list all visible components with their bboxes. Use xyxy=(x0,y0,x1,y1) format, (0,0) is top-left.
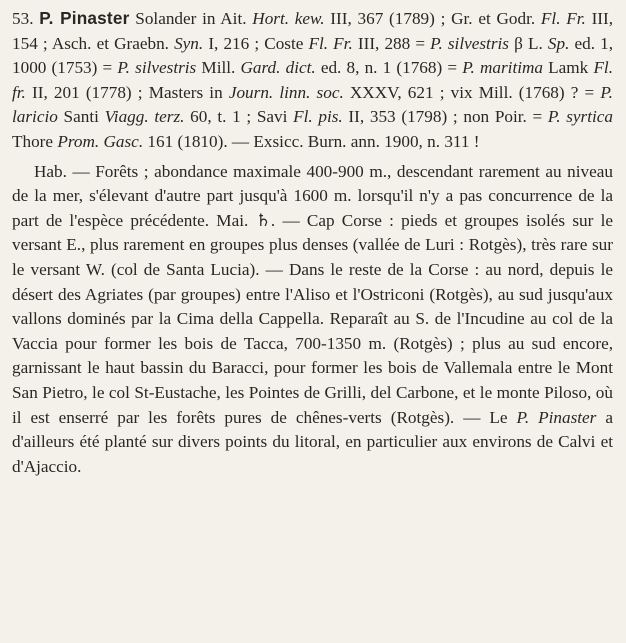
author-intro: Solander in Ait. xyxy=(129,9,253,28)
ref-text: II, 353 (1798) ; non Poir. = xyxy=(342,107,548,127)
habitat-text-end: a d'ailleurs été planté sur divers points du litoral, en particulier aux environs de Calvi et d'Ajaccio. xyxy=(12,407,613,476)
ref-title: Viagg. terz. xyxy=(104,107,185,127)
ref-title: Gard. dict. xyxy=(240,58,316,78)
ref-title: Sp. xyxy=(547,33,570,53)
ref-text: XXXV, 621 ; vix Mill. (1768) ? = xyxy=(343,82,601,102)
ref-title: Journ. linn. soc. xyxy=(228,82,344,102)
ref-title: Hort. kew. xyxy=(252,9,325,28)
species-name-italic: P. Pinaster xyxy=(516,407,597,427)
ref-text: ed. 1, 1000 (1753) = xyxy=(12,33,613,78)
ref-title: Fl. fr. xyxy=(12,58,614,102)
ref-text: Santi xyxy=(57,107,105,127)
ref-text: I, 216 ; Coste xyxy=(203,33,309,53)
ref-title: Fl. Fr. xyxy=(308,33,353,53)
ref-text: β L. xyxy=(508,33,548,53)
ref-title: Prom. Gasc. xyxy=(57,131,144,151)
ref-text: Thore xyxy=(12,131,58,151)
ref-text: Mill. xyxy=(196,58,241,78)
habitat-paragraph xyxy=(12,160,613,480)
ref-title: Fl. Fr. xyxy=(540,9,586,28)
habitat-indent xyxy=(12,162,34,181)
synonym-name: P. silvestris xyxy=(430,33,509,53)
habitat-text: Hab. — Forêts ; abondance maximale 400-900 m., descendant rarement au niveau de la mer, s'élevant d'autre part jusqu'à 1600 m. lorsqu'il n'y a pas concurrence de la part de l'espèce précédente. Mai. ♄. — Cap Corse : pieds et groupes isolés sur le versant E., plus rarement en groupes plus denses (vallée de Luri : Rotgès), très rare sur le versant W. (col de Santa Lucia). — Dans le reste de la Corse : au nord, depuis le désert des Agriates (par groupes) entre l'Aliso et l'Ostriconi (Rotgès), au sud jusqu'aux vallons dominés par la Cima della Cappella. Reparaît au S. de l'Incudine au col de la Vaccia pour former les bois de Tacca, 700-1350 m. (Rotgès) ; plus au sud encore, garnissant le haut bassin du Baracci, pour former les bois de Vallemala entre le Mont San Pietro, le col St-Eustache, les Pointes de Grilli, del Carbone, et le monte Piloso, où il est enserré par les forêts pures de chênes-verts (Rotgès). — Le xyxy=(12,161,613,427)
entry-number: 53. xyxy=(12,9,34,28)
ref-text: Lamk xyxy=(543,58,594,78)
synonym-name: P. syrtica xyxy=(547,107,613,127)
synonym-name: P. silvestris xyxy=(117,58,197,78)
species-name: P. Pinaster xyxy=(39,8,130,28)
ref-title: Fl. pis. xyxy=(293,107,343,127)
ref-text: III, 367 (1789) ; Gr. et Godr. xyxy=(324,9,541,28)
ref-text: III, 154 ; Asch. et Graebn. xyxy=(12,9,614,53)
synonym-name: P. laricio xyxy=(12,82,613,127)
ref-text: 161 (1810). — Exsicc. Burn. ann. 1900, n. 311 ! xyxy=(143,131,480,151)
synonym-name: P. maritima xyxy=(462,58,544,78)
ref-text: 60, t. 1 ; Savi xyxy=(184,107,294,127)
ref-text: III, 288 = xyxy=(352,33,431,53)
ref-text: II, 201 (1778) ; Masters in xyxy=(25,82,229,102)
ref-title: Syn. xyxy=(174,33,204,53)
ref-text: ed. 8, n. 1 (1768) = xyxy=(315,58,463,78)
species-entry xyxy=(12,6,613,155)
